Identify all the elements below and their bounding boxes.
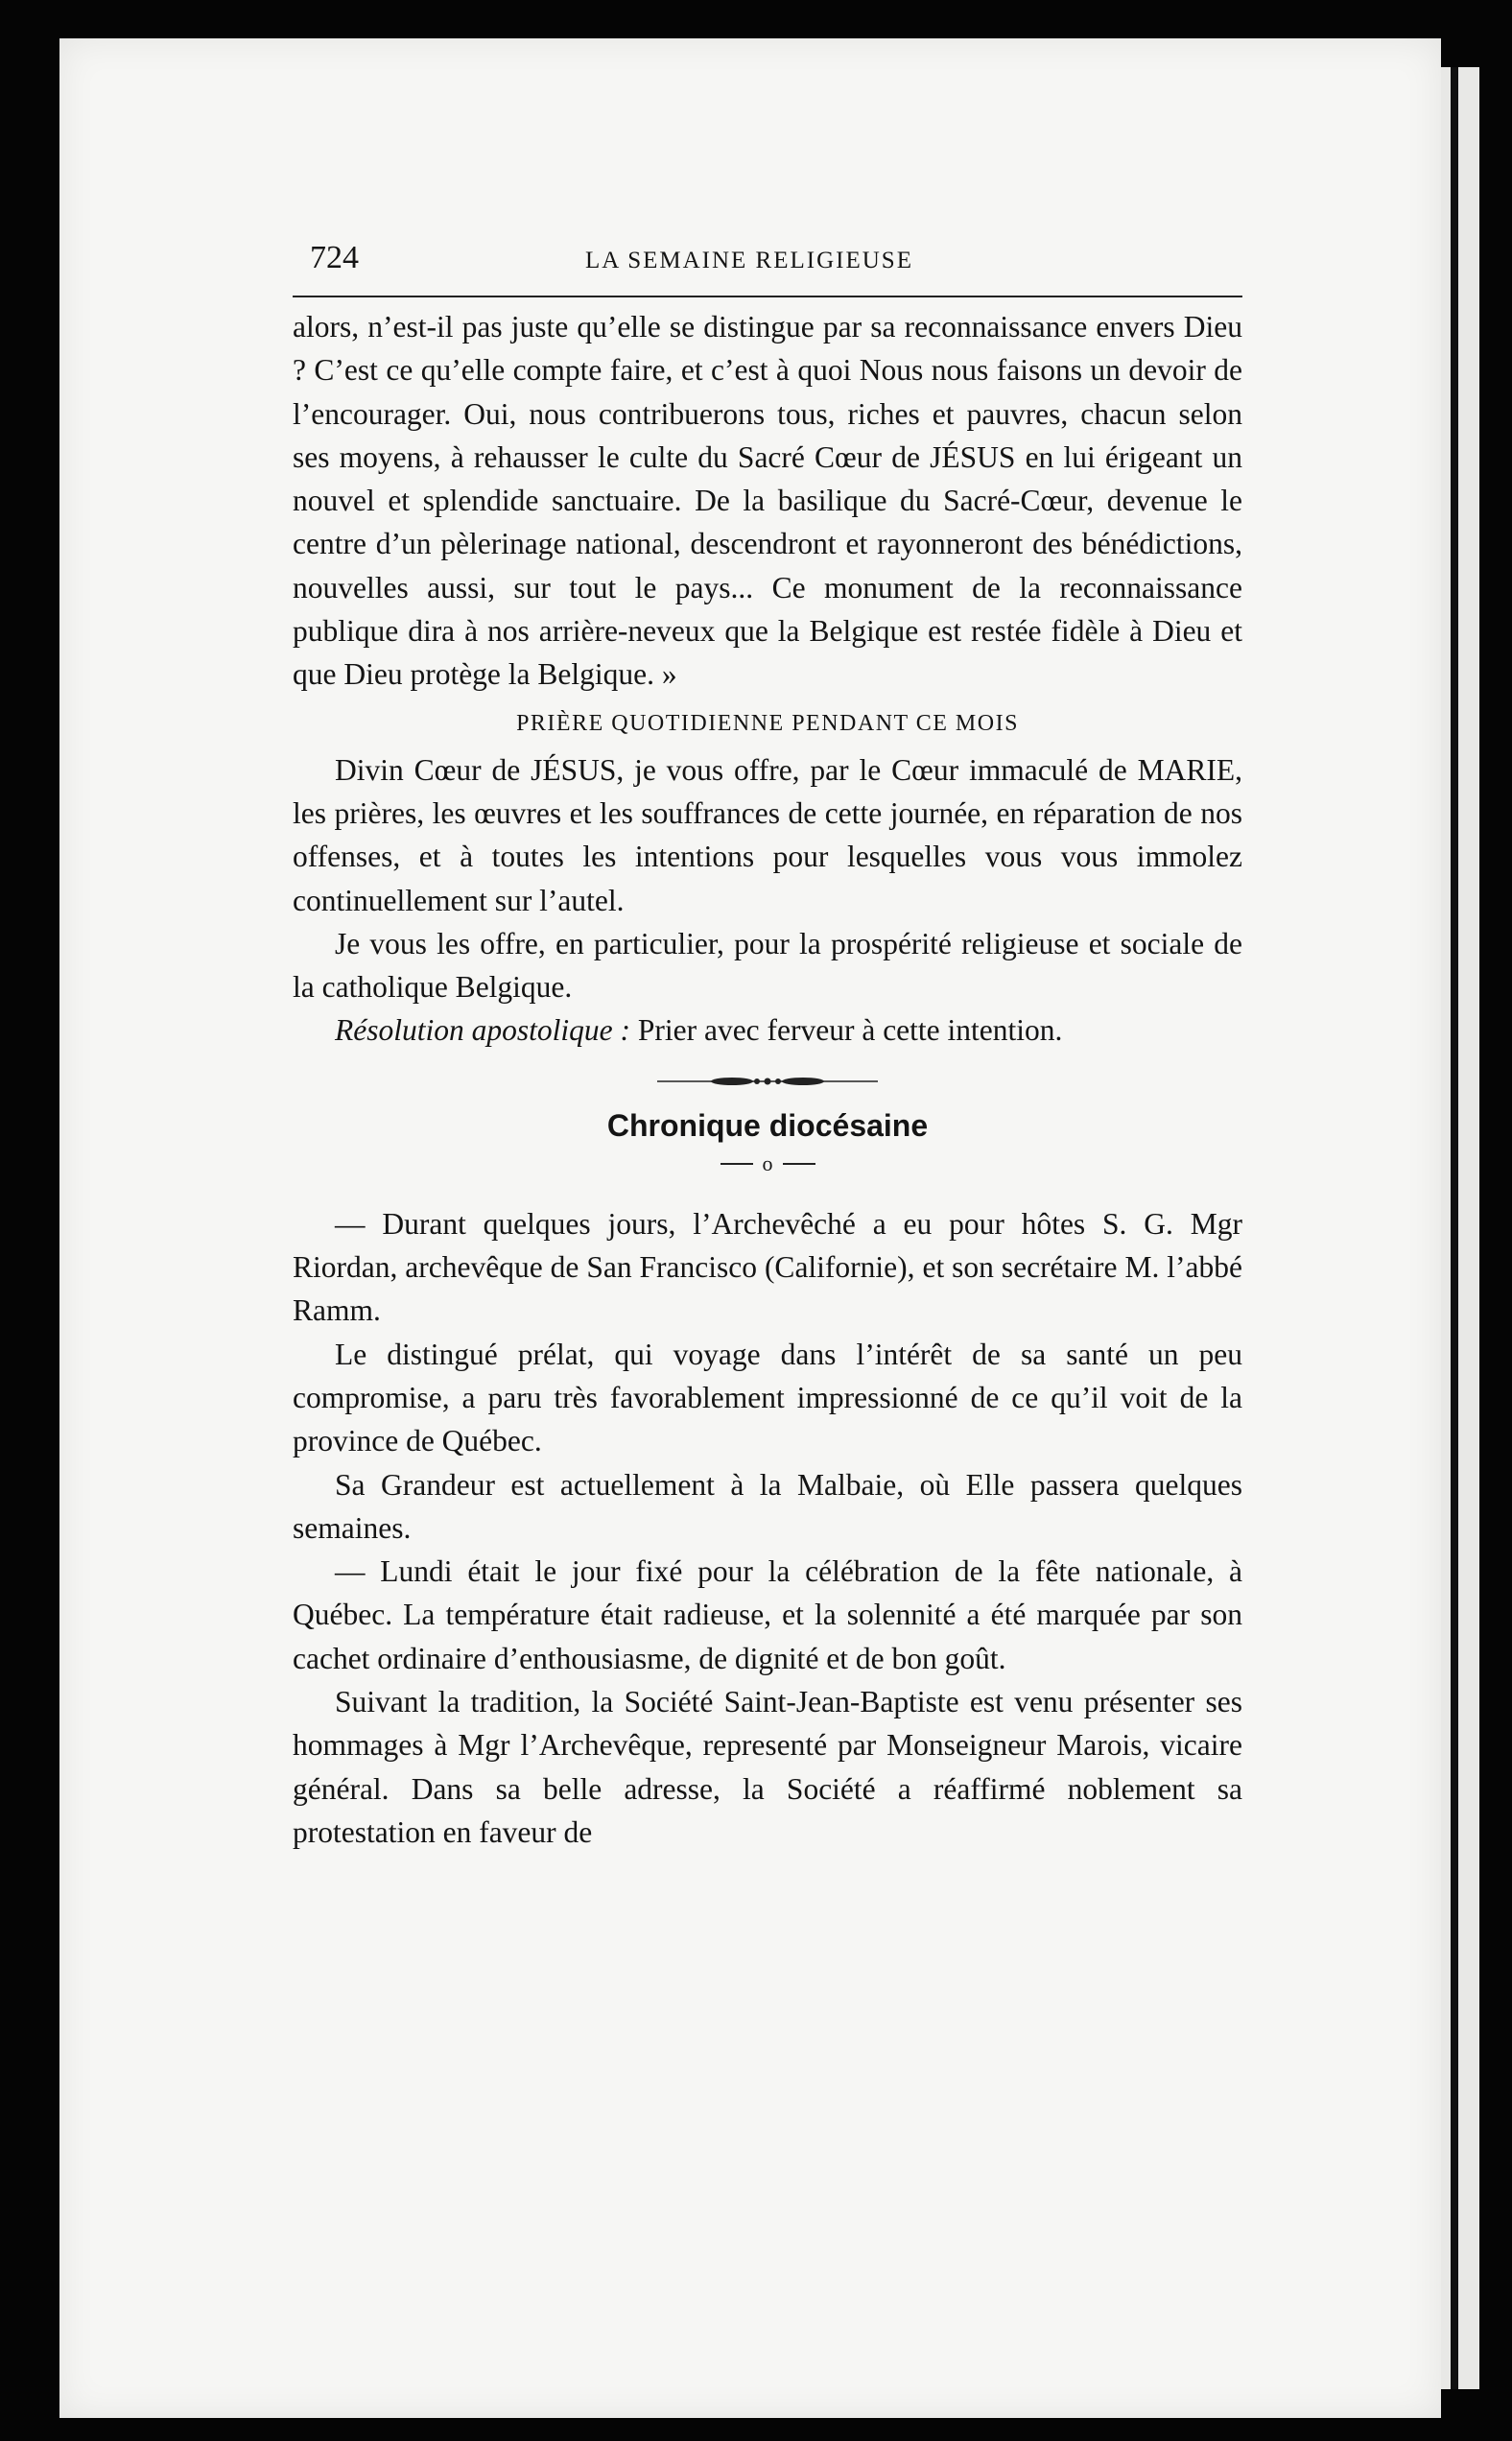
running-title: LA SEMAINE RELIGIEUSE	[585, 248, 913, 273]
chronique-paragraph: Suivant la tradition, la Société Saint-Jean-Baptiste est venu présenter ses hommages à Mgr l’Archevêque, representé par Monseigneur Marois, vicaire général. Dans sa belle adresse, la Société a réaffirmé noblement sa protestation en faveur de	[293, 1685, 1242, 1849]
chronique-paragraph: — Lundi était le jour fixé pour la célébration de la fête nationale, à Québec. La température était radieuse, et la solennité a été marquée par son cachet ordinaire d’enthousiasme, de dignité et de bon goût.	[293, 1554, 1242, 1675]
chronique-paragraph: Sa Grandeur est actuellement à la Malbaie, où Elle passera quelques semaines.	[293, 1467, 1242, 1545]
ornament-icon	[657, 1072, 878, 1091]
resolution-text: Prier avec ferveur à cette intention.	[629, 1013, 1063, 1048]
separator-dash	[783, 1163, 815, 1165]
continuation-paragraph: alors, n’est-il pas juste qu’elle se distingue par sa reconnaissance envers Dieu ? C’est ce qu’elle compte faire, et c’est à quoi Nous nous faisons un devoir de l’encourager. Oui, nous contribuerons tous, riches et pauvres, chacun selon ses moyens, à rehausser le culte du Sacré Cœur de JÉSUS en lui érigeant un nouvel et splendide sanctuaire. De la basilique du Sacré-Cœur, devenue le centre d’un pèlerinage national, descendront et rayonneront des bénédictions, nouvelles aussi, sur tout le pays... Ce monument de la reconnaissance publique dira à nos arrière-neveux que la Belgique est restée fidèle à Dieu et que Dieu protège la Belgique. »	[293, 310, 1242, 692]
page-number: 724	[310, 240, 359, 275]
resolution-label: Résolution apostolique :	[335, 1013, 630, 1048]
prayer-paragraph: Divin Cœur de JÉSUS, je vous offre, par le Cœur immaculé de MARIE, les prières, les œuvres et les souffrances de cette journée, en réparation de nos offenses, et à toutes les intentions pour lesquelles vous vous immolez continuellement sur l’autel.	[293, 752, 1242, 917]
ornament-divider	[293, 1062, 1242, 1101]
section-separator	[293, 1147, 1242, 1181]
prayer-paragraph: Je vous les offre, en particulier, pour la prospérité religieuse et sociale de la catholique Belgique.	[293, 926, 1242, 1005]
chronique-paragraph: — Durant quelques jours, l’Archevêché a eu pour hôtes S. G. Mgr Riordan, archevêque de San Francisco (Californie), et son secrétaire M. l’abbé Ramm.	[293, 1206, 1242, 1328]
resolution-line	[293, 1008, 1242, 1052]
running-header	[293, 240, 1242, 288]
chronique-paragraph: Le distingué prélat, qui voyage dans l’intérêt de sa santé un peu compromise, a paru très favorablement impressionné de ce qu’il voit de la province de Québec.	[293, 1337, 1242, 1458]
page-gutter-shadow	[1451, 67, 1458, 2389]
adjacent-page-edge	[1441, 67, 1479, 2389]
separator-mark: o	[762, 1150, 773, 1175]
header-rule	[293, 296, 1242, 297]
page-content	[293, 240, 1242, 1854]
section-title: Chronique diocésaine	[606, 1107, 929, 1143]
separator-dash	[721, 1163, 753, 1165]
prayer-heading: PRIÈRE QUOTIDIENNE PENDANT CE MOIS	[516, 710, 1019, 736]
